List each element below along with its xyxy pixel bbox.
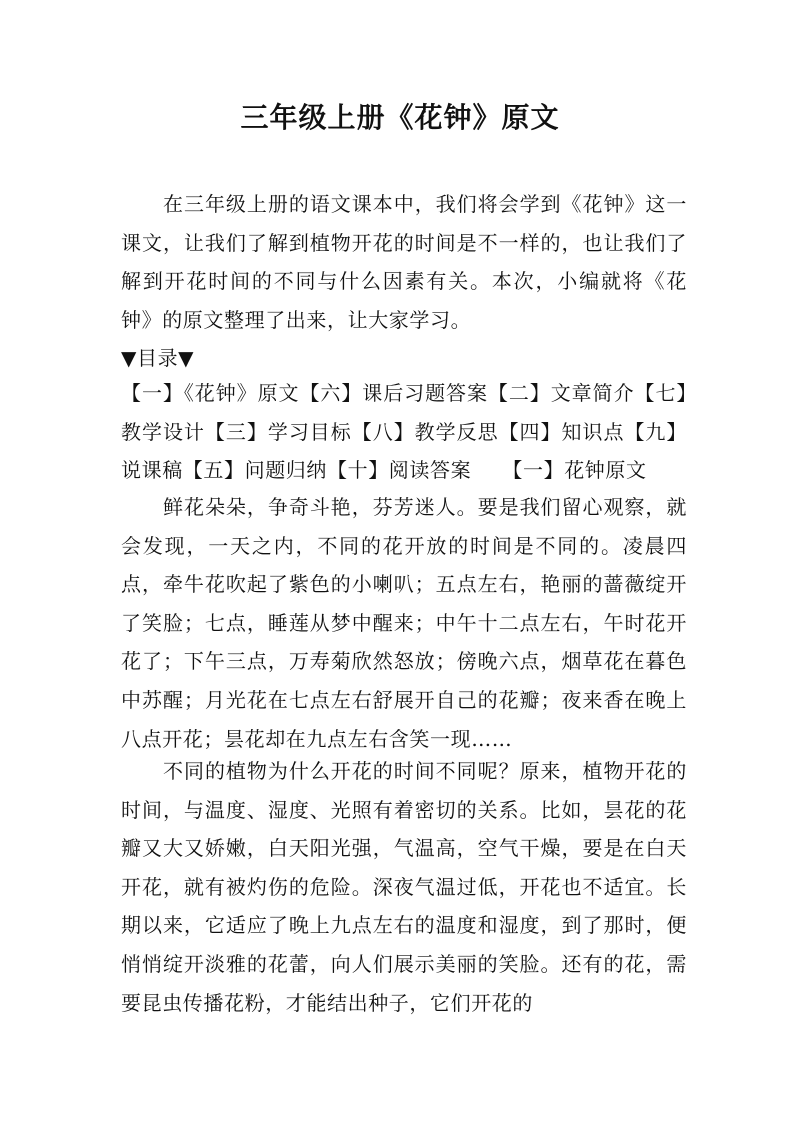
- paragraph-1: 鲜花朵朵，争奇斗艳，芬芳迷人。要是我们留心观察，就会发现，一天之内，不同的花开放的时间是不同的。凌晨四点，牵牛花吹起了紫色的小喇叭；五点左右，艳丽的蔷薇绽开了笑脸；七点，睡莲从梦中醒来；中午十二点左右，午时花开花了；下午三点，万寿菊欣然怒放；傍晚六点，烟草花在暮色中苏醒；月光花在七点左右舒展开自己的花瓣；夜来香在晚上八点开花；昙花却在九点左右含笑一现……: [121, 495, 687, 751]
- intro-paragraph: 在三年级上册的语文课本中，我们将会学到《花钟》这一课文，让我们了解到植物开花的时间是不一样的，也让我们了解到开花时间的不同与什么因素有关。本次，小编就将《花钟》的原文整理了出来，让大家学习。: [121, 192, 687, 332]
- paragraph-2: 不同的植物为什么开花的时间不同呢？原来，植物开花的时间，与温度、湿度、光照有着密切的关系。比如，昙花的花瓣又大又娇嫩，白天阳光强，气温高，空气干燥，要是在白天开花，就有被灼伤的危险。深夜气温过低，开花也不适宜。长期以来，它适应了晚上九点左右的温度和湿度，到了那时，便悄悄绽开淡雅的花蕾，向人们展示美丽的笑脸。还有的花，需要昆虫传播花粉，才能结出种子，它们开花的: [121, 759, 687, 1015]
- toc-line[interactable]: 【一】《花钟》原文【六】课后习题答案【二】文章简介【七】教学设计【三】学习目标【八】教学反思【四】知识点【九】说课稿【五】问题归纳【十】阅读答案 【一】花钟原文: [121, 381, 687, 483]
- intro-block: [121, 185, 687, 339]
- document-title: 三年级上册《花钟》原文: [240, 101, 560, 134]
- section-2-block: [121, 752, 687, 1022]
- toc-heading-block: [121, 339, 687, 378]
- toc-block: [121, 374, 687, 490]
- toc-heading: ▼目录▼: [121, 346, 195, 370]
- section-1-block: [121, 488, 687, 758]
